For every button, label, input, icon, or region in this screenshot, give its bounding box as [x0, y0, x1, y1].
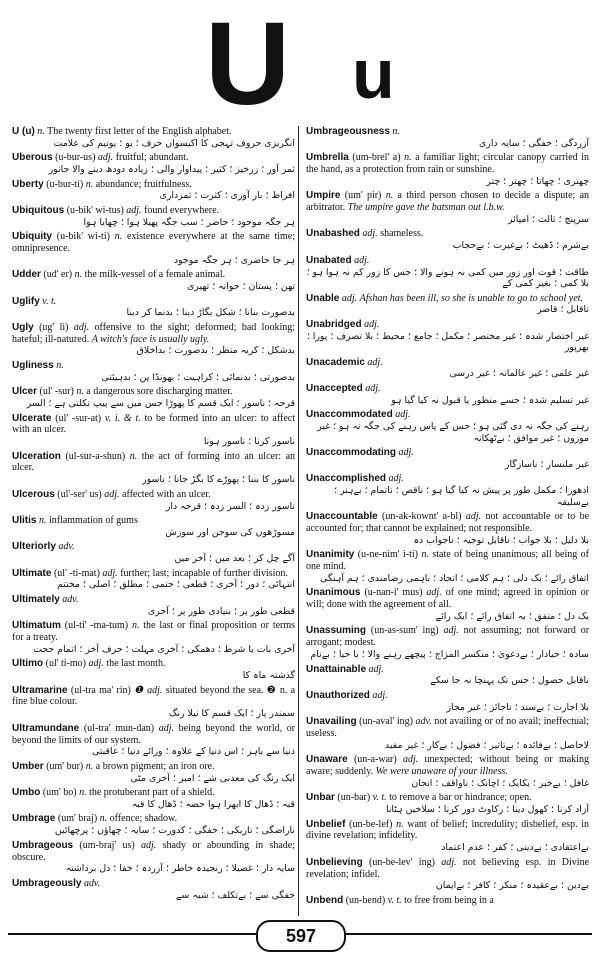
- entry-pronunciation: (ud' er): [43, 269, 73, 281]
- entry-urdu-translation: آگے چل کر ؛ بعد میں ؛ آخر میں: [174, 553, 295, 565]
- dictionary-entry: [306, 690, 589, 713]
- entry-headword: Unaccommodated: [306, 409, 393, 421]
- entry-part-of-speech: adj.: [402, 754, 419, 766]
- entry-pronunciation: (ul'-ser' us): [57, 488, 102, 500]
- entry-pronunciation: (ul-ti' -ma-tum): [64, 620, 129, 632]
- dictionary-entry: [306, 895, 589, 907]
- entry-part-of-speech: n.: [396, 818, 404, 830]
- entry-part-of-speech: adj.: [88, 658, 104, 670]
- entry-headword: Udder: [12, 269, 41, 281]
- entry-part-of-speech: n.: [99, 813, 108, 825]
- dictionary-entry: [12, 231, 295, 266]
- entry-urdu-translation: آخری بات یا شرط ؛ دھمکی ؛ آخری مہلت ؛ حرف آخر ؛ اتمام حجت: [33, 643, 295, 655]
- entry-headword: Unassuming: [306, 625, 367, 637]
- entry-urdu-translation: آزاد کرنا ؛ کھول دینا ؛ رکاوٹ دور کرنا ؛ سلاخیں ہٹانا: [385, 804, 589, 816]
- entry-definition: a third person chosen to decide a dispute; an arbitrator.: [306, 190, 590, 214]
- entry-part-of-speech: adj.: [465, 511, 482, 523]
- dictionary-entry: [12, 878, 295, 901]
- entry-urdu-translation: غیر اختصار شدہ ؛ غیر مختصر ؛ مکمل ؛ جامع ؛ محیط ؛ بلا تصرف ؛ پورا ؛ بھرپور: [306, 330, 589, 354]
- page-header: [0, 0, 600, 130]
- entry-definition: fruitful; abundant.: [115, 152, 189, 164]
- entry-pronunciation: (un-be-lef): [349, 818, 393, 830]
- entry-urdu-translation: سایہ دار ؛ غصیلا ؛ رنجیدہ خاطر ؛ آزردہ ؛ خفا ؛ دل برداشتہ: [65, 863, 295, 875]
- entry-pronunciation: (ul-tra ma' rin): [70, 684, 131, 696]
- entry-part-of-speech: adj.: [104, 488, 120, 500]
- entry-headword: Unabated: [306, 254, 352, 266]
- dictionary-entry: [306, 228, 589, 251]
- entry-urdu-translation: دنیا سے باہر ؛ اس دنیا کے علاوہ ؛ ورائے دنیا ؛ عاقبتی: [92, 746, 295, 758]
- dictionary-entry: [12, 205, 295, 228]
- entry-urdu-translation: ثمر آور ؛ زرخیز ؛ کثیر ؛ پیداوار والی ؛ زیادہ دودھ دینے والا جانور: [48, 164, 295, 176]
- entry-headword: Unaware: [306, 754, 348, 766]
- dictionary-entry: [12, 489, 295, 512]
- dictionary-entry: [12, 541, 295, 564]
- entry-headword: Unbelief: [306, 818, 346, 830]
- entry-urdu-translation: اتفاق رائے ؛ یک دلی ؛ ہم کلامی ؛ اتحاد ؛ باہمی رضامندی ؛ ہم آہنگی: [320, 572, 589, 584]
- dictionary-entry: [306, 819, 589, 854]
- entry-headword: Umbo: [12, 787, 41, 799]
- entry-definition: being beyond the world, or beyond the limits of our system.: [12, 722, 296, 746]
- entry-urdu-translation: بلا دلیل ؛ بلا جواب ؛ ناقابل توجیہ ؛ ناجواب دہ: [413, 534, 589, 546]
- dictionary-entry: [12, 620, 295, 655]
- entry-definition: of one mind; agreed in opinion or will; done with the agreement of all.: [306, 587, 589, 611]
- entry-part-of-speech: adv.: [62, 593, 79, 605]
- dictionary-entry: [306, 409, 589, 444]
- entry-urdu-translation: ایک رنگ کی معدنی شے ؛ امبر ؛ آخری مٹی: [130, 772, 295, 784]
- entry-urdu-translation: غیر تسلیم شدہ ؛ جسے منظور یا قبول نہ کیا گیا ہو: [391, 394, 589, 406]
- dictionary-entry: [12, 568, 295, 591]
- dictionary-entry: [12, 386, 295, 409]
- dictionary-entry: [306, 511, 589, 546]
- entry-headword: Umbrageousness: [306, 126, 390, 137]
- entry-definition: not availing or of no avail; ineffectual; useless.: [306, 716, 589, 739]
- entry-urdu-translation: بلا اجازت ؛ بےسند ؛ ناجائز ؛ غیر مجاز: [446, 701, 589, 713]
- entry-urdu-translation: سرپنچ ؛ ثالث ؛ امپائر: [507, 213, 589, 225]
- entry-example: Afshan has been ill, so she is unable to go to school yet.: [359, 292, 583, 304]
- entry-definition: want of belief; incredulity; disbelief, esp. in divine revelation; infidelity.: [306, 818, 590, 842]
- entry-part-of-speech: adv.: [415, 716, 432, 728]
- dictionary-entry: [306, 383, 589, 406]
- entry-urdu-translation: طاقت ؛ قوت اور زور میں کمی نہ ہونے والا ؛ جس کا زور کم نہ ہوا ہو ؛ بلا کمی ؛ بغیر کمی کے: [306, 266, 589, 290]
- entry-headword: Unbelieving: [306, 856, 363, 868]
- entry-part-of-speech: n.: [74, 269, 83, 281]
- entry-pronunciation: (u-nan-i' mus): [364, 587, 423, 599]
- entry-urdu-translation: انگریزی حروف تہجی کا اکیسواں حرف ؛ یو ؛ یونیم کی علامت: [53, 137, 295, 149]
- entry-part-of-speech: n.: [114, 231, 123, 243]
- dictionary-entry: [12, 787, 295, 810]
- entry-pronunciation: (un-be-lev' ing): [369, 856, 435, 868]
- entry-pronunciation: (ul-sur-a-shun): [65, 450, 126, 462]
- entry-urdu-translation: خفگی سے ؛ بےتکلف ؛ شبہ سے: [176, 889, 295, 901]
- entry-part-of-speech: adj.: [365, 382, 381, 394]
- entry-definition: to be formed into an ulcer: to affect with an ulcer.: [12, 412, 296, 436]
- entry-part-of-speech: adj.: [426, 587, 442, 599]
- entry-urdu-translation: ناسور کا بننا ؛ پھوڑے کا بگڑ جانا ؛ ناسور: [142, 474, 295, 486]
- entry-pronunciation: (u-bur-ti): [46, 178, 84, 190]
- entry-definition: found everywhere.: [144, 204, 220, 216]
- entry-part-of-speech: adj.: [441, 856, 457, 868]
- entry-part-of-speech: adj.: [354, 254, 370, 266]
- page-number: 597: [256, 920, 346, 952]
- entry-pronunciation: (ul-tra' mun-dan): [83, 722, 155, 734]
- dictionary-entry: [306, 716, 589, 751]
- dictionary-entry: [12, 269, 295, 292]
- dictionary-entry: [306, 625, 589, 660]
- entry-part-of-speech: n.: [421, 549, 429, 561]
- entry-part-of-speech: adj.: [372, 689, 388, 701]
- entry-part-of-speech: adj.: [102, 567, 118, 579]
- entry-part-of-speech: adj.: [364, 318, 380, 330]
- entry-pronunciation: (ul' -ti-mat): [53, 567, 100, 579]
- dictionary-entry: [306, 549, 589, 584]
- entry-urdu-translation: ناقابل ؛ قاصر: [537, 304, 589, 316]
- entry-part-of-speech: v. t.: [387, 894, 402, 906]
- entry-headword: Umbrella: [306, 152, 349, 164]
- entry-definition: affected with an ulcer.: [122, 488, 211, 500]
- dictionary-entry: [12, 413, 295, 448]
- entry-definition: state of being unanimous; all being of one mind.: [306, 549, 590, 573]
- dictionary-entry: [306, 126, 589, 149]
- entry-urdu-translation: یک دل ؛ متفق ؛ بہ اتفاق رائے ؛ ایک رائے: [435, 610, 589, 622]
- entry-urdu-translation: بےشرم ؛ ڈھیٹ ؛ بےغیرت ؛ بےحجاب: [452, 240, 589, 252]
- entry-headword: Unaccomplished: [306, 473, 387, 485]
- entry-part-of-speech: adj.: [362, 228, 378, 240]
- entry-definition: not accountable or to be accounted for; that cannot be explained; not responsible.: [306, 511, 590, 534]
- dictionary-entry: [12, 685, 295, 720]
- entry-part-of-speech: adv.: [83, 877, 101, 889]
- dictionary-entry: [306, 664, 589, 687]
- entry-pronunciation: (u-ne-nim' i-ti): [357, 549, 418, 561]
- dictionary-entry: [306, 357, 589, 380]
- entry-part-of-speech: adj.: [126, 204, 142, 216]
- dictionary-entry: [306, 255, 589, 290]
- dictionary-entry: [12, 761, 295, 784]
- entry-urdu-translation: چھتری ؛ چھاتا ؛ چھتر ؛ چتر: [486, 175, 589, 187]
- entry-definition: The twenty first letter of the English alphabet.: [47, 126, 232, 137]
- entry-pronunciation: (ul' ti-mo): [45, 658, 87, 670]
- entry-pronunciation: (um' bur): [46, 760, 84, 772]
- entry-urdu-translation: سادہ ؛ حیادار ؛ بےدعویٰ ؛ منکسر المزاج ؛ پیچھے رہنے والا ؛ با حیا ؛ بےنام: [310, 649, 589, 661]
- entry-definition: shady or abounding in shade; obscure.: [12, 839, 295, 863]
- entry-part-of-speech: v. i. & t.: [104, 412, 141, 424]
- entry-headword: Ulitis: [12, 515, 37, 527]
- entry-headword: Unanimous: [306, 587, 361, 599]
- entry-headword: Ulceration: [12, 450, 61, 462]
- entry-pronunciation: (um-brel' a): [352, 152, 401, 164]
- entry-definition: the last month.: [106, 658, 166, 670]
- entry-headword: Unaccepted: [306, 382, 363, 394]
- entry-urdu-translation: غیر ملنسار ؛ ناسازگار: [504, 458, 589, 470]
- dictionary-entry: [306, 857, 589, 892]
- entry-pronunciation: (un-a-war): [353, 754, 397, 766]
- entry-definition: existence everywhere at the same time; omnipresence.: [12, 231, 296, 254]
- section-letter-capital: U: [205, 0, 289, 130]
- entry-headword: U (u): [12, 126, 35, 137]
- entry-urdu-translation: ناسور کرنا ؛ ناسور ہونا: [203, 436, 295, 448]
- entry-urdu-translation: بےاعتقادی ؛ بےدینی ؛ کفر ؛ عدم اعتماد: [441, 842, 589, 854]
- entry-pronunciation: (um' bo): [42, 787, 77, 799]
- entry-part-of-speech: adj.: [398, 447, 414, 459]
- entry-part-of-speech: ❶ adj.: [134, 684, 163, 696]
- entry-headword: Ubiquitous: [12, 204, 65, 216]
- dictionary-entry: [306, 754, 589, 789]
- entry-headword: Ulcerate: [12, 412, 52, 424]
- entry-urdu-translation: بےدین ؛ بےعقیدہ ؛ منکر ؛ کافر ؛ بےایمان: [435, 880, 589, 892]
- entry-part-of-speech: n.: [392, 126, 400, 137]
- entry-pronunciation: (un-aval' ing): [359, 716, 413, 728]
- entry-part-of-speech: adj.: [368, 663, 384, 675]
- entry-urdu-translation: ناراضگی ؛ تاریکی ؛ خفگی ؛ کدورت ؛ سایہ ؛ چھاؤں ؛ پرچھائیں: [54, 825, 295, 837]
- entry-definition: a dangerous sore discharging matter.: [86, 386, 233, 398]
- entry-part-of-speech: adj.: [443, 625, 459, 637]
- entry-urdu-translation: لاحاصل ؛ بےفائدہ ؛ بےتاثیر ؛ فضول ؛ بےکار ؛ غیر مفید: [384, 739, 589, 751]
- dictionary-entry: [12, 152, 295, 175]
- entry-part-of-speech: n.: [85, 760, 94, 772]
- entry-part-of-speech: n.: [37, 126, 45, 137]
- entry-headword: Umbrage: [12, 813, 56, 825]
- entry-headword: Ugly: [12, 321, 34, 333]
- entry-definition: situated beyond the sea. ❷ n. a fine blue colour.: [12, 684, 296, 708]
- entry-headword: Uglify: [12, 295, 40, 307]
- entry-definition: the milk-vessel of a female animal.: [84, 269, 226, 281]
- entry-headword: Unabashed: [306, 228, 360, 240]
- dictionary-entry: [306, 190, 589, 225]
- entry-urdu-translation: ناسور زدہ ؛ السر زدہ ؛ قرحہ دار: [165, 500, 295, 512]
- entry-pronunciation: (ul' -sur): [39, 386, 74, 398]
- entry-example: We were unaware of your illness.: [375, 766, 508, 778]
- entry-headword: Ultimate: [12, 567, 52, 579]
- entry-definition: not believing esp. in Divine revelation; infidel.: [306, 856, 590, 880]
- entry-definition: the act of forming into an ulcer: an ulcer.: [12, 450, 296, 474]
- entry-part-of-speech: v. t.: [372, 792, 387, 804]
- entry-definition: the protuberant part of a shield.: [89, 787, 215, 799]
- entry-urdu-translation: آزردگی ؛ خفگی ؛ سایہ داری: [479, 137, 589, 149]
- entry-part-of-speech: adj.: [97, 152, 114, 164]
- entry-headword: Unacademic: [306, 356, 365, 368]
- entry-headword: Uberous: [12, 152, 53, 164]
- dictionary-entry: [12, 840, 295, 875]
- entry-headword: Unauthorized: [306, 689, 370, 701]
- entry-part-of-speech: n.: [129, 450, 138, 462]
- entry-headword: Ultimatum: [12, 620, 61, 632]
- entry-headword: Ultimately: [12, 593, 60, 605]
- entry-part-of-speech: adv.: [58, 541, 75, 553]
- entry-headword: Umber: [12, 760, 44, 772]
- entry-urdu-translation: افراط ؛ بار آوری ؛ کثرت ؛ ثمرداری: [159, 190, 295, 202]
- entry-definition: offensive to the sight; deformed; bad looking; hateful; ill-natured.: [12, 321, 295, 345]
- dictionary-entry: [12, 515, 295, 538]
- entry-headword: Ultramarine: [12, 684, 68, 696]
- entry-headword: Unaccommodating: [306, 447, 397, 459]
- entry-urdu-translation: مسوڑھوں کی سوجن اور سوزش: [165, 526, 295, 538]
- entry-urdu-translation: قرحہ ؛ ناسور ؛ ایک قسم کا پھوڑا جس میں سے پیپ نکلتی ہے ؛ السر: [26, 398, 295, 410]
- entry-urdu-translation: ہر جگہ موجود ؛ حاضر ؛ سب جگہ پھیلا ہوا ؛ چھایا ہوا: [83, 216, 295, 228]
- entry-part-of-speech: n.: [76, 386, 84, 398]
- entry-definition: the last or final proposition or terms for a treaty.: [12, 620, 296, 644]
- entry-pronunciation: (ul' -sur-at): [55, 412, 102, 424]
- entry-urdu-translation: غافل ؛ بےخبر ؛ یکایک ؛ اچانک ؛ ناواقف ؛ انجان: [411, 777, 589, 789]
- entry-pronunciation: (ug' li): [39, 321, 69, 333]
- entry-headword: Unbar: [306, 792, 335, 804]
- column-divider: [298, 126, 299, 916]
- entry-definition: inflammation of gums: [48, 515, 138, 527]
- section-letter-small: u: [352, 35, 395, 113]
- entry-pronunciation: (u-bik' wi-ti): [56, 231, 110, 243]
- entry-pronunciation: (u-bur-us): [55, 152, 96, 164]
- entry-part-of-speech: adj.: [141, 839, 157, 851]
- entry-part-of-speech: n.: [79, 787, 87, 799]
- dictionary-entry: [12, 126, 295, 149]
- entry-urdu-translation: ادھورا ؛ مکمل طور پر پیش نہ کیا گیا ہو ؛ ناقص ؛ ناتمام ؛ بےہنر ؛ بےسلیقہ: [334, 485, 589, 508]
- left-column: [12, 126, 295, 904]
- entry-definition: a familiar light; circular canopy carried in the hand, as a protection from rain or sunshine.: [306, 152, 590, 176]
- entry-headword: Unbend: [306, 894, 344, 906]
- entry-part-of-speech: adj.: [73, 321, 90, 333]
- entry-headword: Unaccountable: [306, 511, 378, 523]
- dictionary-entry: [12, 296, 295, 319]
- entry-urdu-translation: غیر علمی ؛ غیر عالمانہ ؛ غیر درسی: [449, 368, 589, 380]
- entry-example: The umpire gave the batsman out l.b.w.: [347, 202, 505, 214]
- dictionary-entry: [12, 813, 295, 836]
- entry-pronunciation: (u-bik' wi-tus): [66, 204, 124, 216]
- entry-headword: Unable: [306, 292, 340, 304]
- entry-urdu-translation: ہر جا حاضری ؛ ہر جگہ موجود: [173, 254, 295, 266]
- entry-headword: Unavailing: [306, 716, 357, 728]
- entry-headword: Unabridged: [306, 318, 362, 330]
- entry-part-of-speech: adj.: [341, 292, 358, 304]
- entry-example: A witch's face is usually ugly.: [91, 333, 210, 345]
- entry-pronunciation: (un-ak-kownt' a-bl): [382, 511, 462, 523]
- entry-part-of-speech: v. t.: [42, 295, 57, 307]
- dictionary-entry: [306, 792, 589, 815]
- entry-urdu-translation: سمندر پار ؛ ایک قسم کا نیلا رنگ: [169, 708, 295, 720]
- dictionary-entry: [306, 447, 589, 470]
- entry-definition: shameless.: [380, 228, 424, 240]
- entry-part-of-speech: n.: [385, 190, 394, 202]
- entry-definition: to remove a bar or hindrance; open.: [389, 792, 532, 804]
- entry-urdu-translation: گذشتہ ماہ کا: [242, 670, 295, 682]
- entry-definition: abundance; fruitfulness.: [95, 178, 192, 190]
- entry-headword: Ultramundane: [12, 722, 80, 734]
- entry-headword: Ultimo: [12, 658, 44, 670]
- entry-urdu-translation: انتہائی ؛ دور ؛ آخری ؛ قطعی ؛ حتمی ؛ مطلق ؛ اصلی ؛ مختتم: [57, 579, 295, 591]
- dictionary-entry: [306, 152, 589, 187]
- entry-urdu-translation: بدصورتی ؛ بدنمائی ؛ کراہیت ؛ بھونڈا پن ؛ بدہیئتی: [101, 371, 295, 383]
- dictionary-entry: [306, 293, 589, 316]
- entry-pronunciation: (un-as-sum' ing): [370, 625, 439, 637]
- entry-urdu-translation: بدصورت بنانا ؛ شکل بگاڑ دینا ؛ بدنما کر دینا: [126, 307, 295, 319]
- entry-urdu-translation: قبہ ؛ ڈھال کا ابھرا ہوا حصہ ؛ ڈھال کا قبہ: [131, 798, 295, 810]
- entry-definition: to free from being in a: [404, 894, 494, 906]
- entry-headword: Ugliness: [12, 359, 54, 371]
- entry-headword: Uberty: [12, 178, 44, 190]
- entry-part-of-speech: adj.: [367, 356, 383, 368]
- dictionary-entry: [12, 360, 295, 383]
- dictionary-entry: [12, 594, 295, 617]
- entry-pronunciation: (um' braj): [57, 813, 98, 825]
- dictionary-entry: [12, 322, 295, 357]
- dictionary-entry: [306, 587, 589, 622]
- entry-pronunciation: (un-bend): [345, 894, 386, 906]
- dictionary-entry: [12, 179, 295, 202]
- entry-urdu-translation: رہنے کی جگہ نہ دی گئی ہو ؛ جس کے پاس رہنے کی جگہ نہ ہو ؛ غیر موزوں ؛ غیر موافق ؛ بےٹھکانہ: [317, 421, 589, 444]
- entry-definition: a brown pigment; an iron ore.: [95, 760, 215, 772]
- dictionary-entry: [306, 473, 589, 508]
- entry-part-of-speech: n.: [38, 515, 47, 527]
- entry-headword: Umpire: [306, 190, 341, 202]
- entry-definition: not assuming; not forward or arrogant; modest.: [306, 625, 590, 649]
- entry-definition: offence; shadow.: [109, 813, 178, 825]
- entry-definition: unexpected; without being or making aware; suddenly.: [306, 754, 589, 778]
- entry-part-of-speech: n.: [404, 152, 412, 164]
- dictionary-entry: [12, 451, 295, 486]
- entry-pronunciation: (um-braj' us): [79, 839, 135, 851]
- entry-definition: further; last; incapable of further division.: [120, 567, 288, 579]
- entry-part-of-speech: adj.: [395, 409, 411, 421]
- entry-headword: Ulcerous: [12, 488, 55, 500]
- dictionary-entry: [306, 319, 589, 354]
- entry-urdu-translation: ناقابل حصول ؛ جس تک پہنچا نہ جا سکے: [430, 675, 589, 687]
- entry-part-of-speech: n.: [85, 178, 94, 190]
- entry-headword: Umbrageous: [12, 839, 74, 851]
- entry-part-of-speech: adj.: [388, 473, 404, 485]
- entry-headword: Umbrageously: [12, 877, 82, 889]
- entry-headword: Ubiquity: [12, 231, 52, 243]
- dictionary-entry: [12, 723, 295, 758]
- entry-headword: Ulteriorly: [12, 541, 56, 553]
- entry-part-of-speech: n.: [56, 359, 64, 371]
- entry-headword: Unanimity: [306, 549, 355, 561]
- dictionary-entry: [12, 658, 295, 681]
- entry-pronunciation: (un-bar): [337, 792, 371, 804]
- entry-part-of-speech: n.: [131, 620, 140, 632]
- entry-urdu-translation: تھن ؛ پستان ؛ حوانہ ؛ تھیری: [186, 281, 295, 293]
- right-column: [306, 126, 589, 910]
- entry-pronunciation: (um' pir): [344, 190, 382, 202]
- entry-headword: Ulcer: [12, 386, 38, 398]
- entry-part-of-speech: adj.: [158, 722, 174, 734]
- entry-headword: Unattainable: [306, 663, 367, 675]
- entry-urdu-translation: قطعی طور پر ؛ بنیادی طور پر ؛ آخری: [147, 605, 295, 617]
- entry-urdu-translation: بدشکل ؛ کریہ منظر ؛ بدصورت ؛ بداخلاق: [136, 345, 295, 357]
